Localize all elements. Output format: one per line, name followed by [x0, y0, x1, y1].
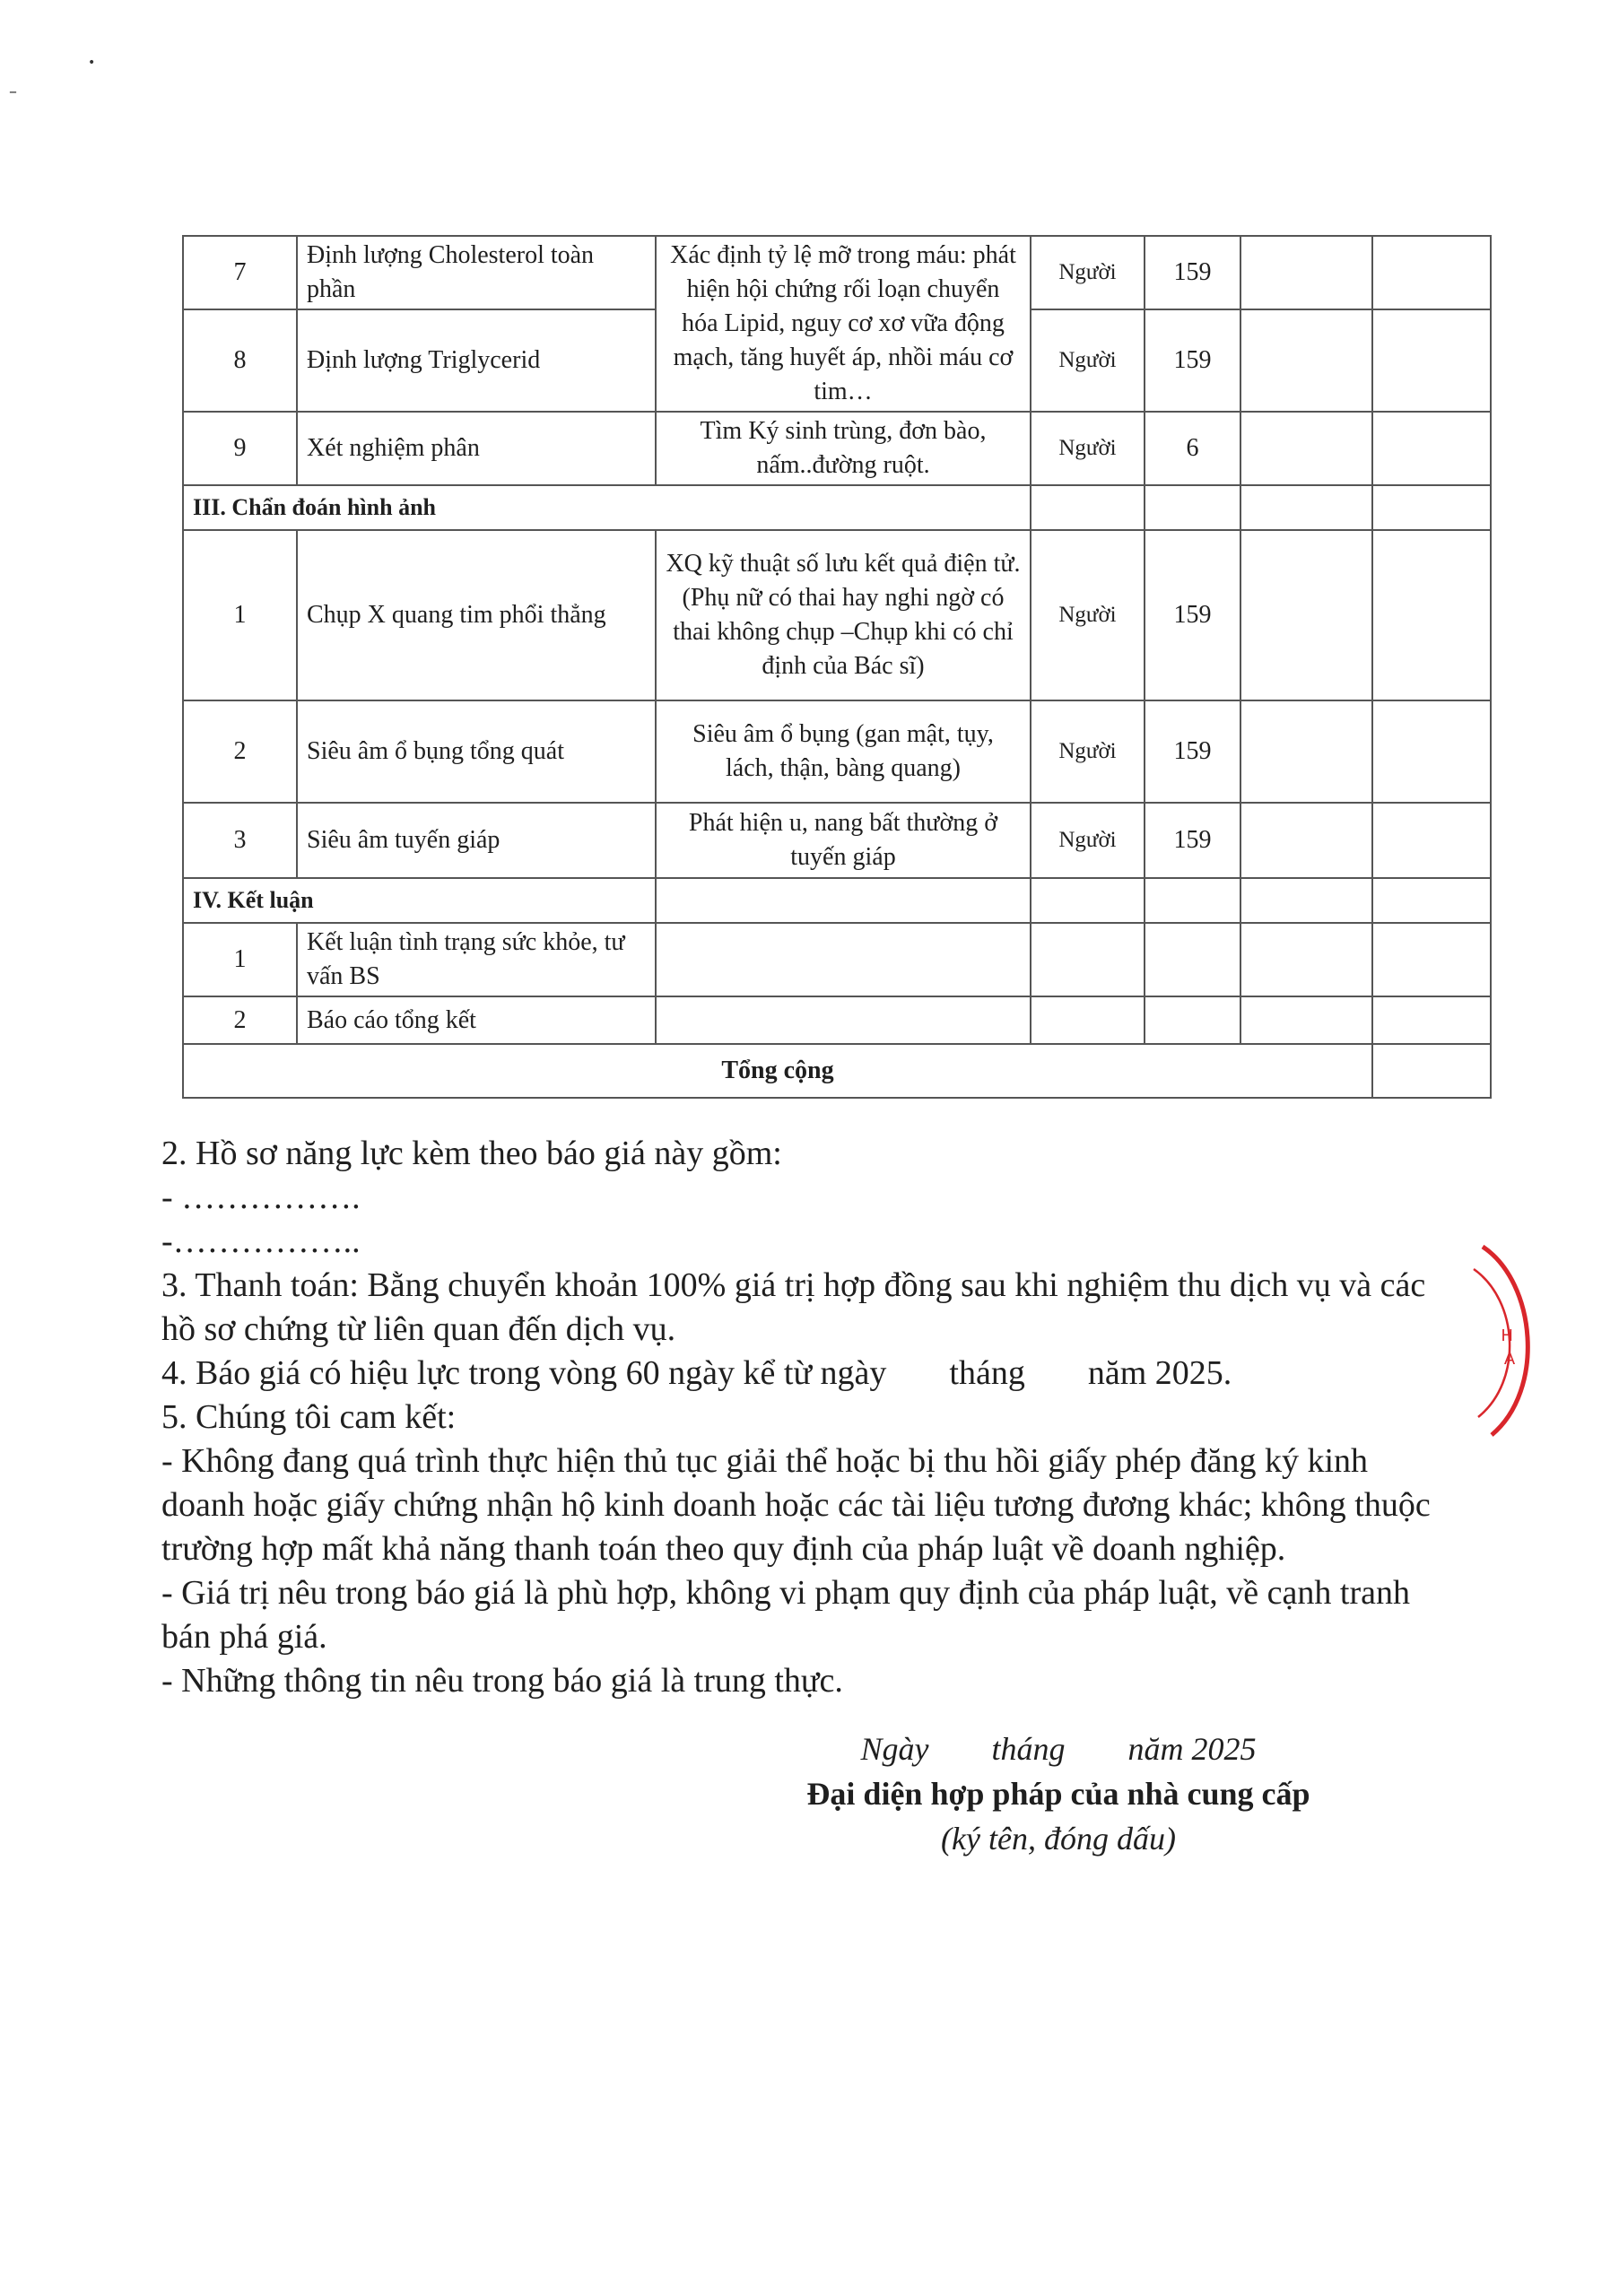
table-row: [183, 996, 1491, 1044]
section-row: [183, 878, 1491, 923]
total-label: Tổng cộng: [183, 1044, 1372, 1098]
dotted-line: - …………….: [161, 1178, 361, 1216]
unit-cell: Người: [1031, 412, 1145, 485]
service-name-cell: Xét nghiệm phân: [297, 412, 656, 485]
table-row: [183, 923, 1491, 996]
item-2: 2. Hồ sơ năng lực kèm theo báo giá này gồm:: [161, 1135, 782, 1172]
unit-price-cell: [1240, 803, 1372, 878]
table-row: [183, 412, 1491, 485]
total-row: [183, 1044, 1491, 1098]
dotted-line: -……………..: [161, 1222, 361, 1260]
service-description-cell: Siêu âm ổ bụng (gan mật, tụy, lách, thận, bàng quang): [656, 700, 1031, 803]
table-row: [183, 236, 1491, 309]
section-row: [183, 485, 1491, 530]
unit-price-cell: [1240, 236, 1372, 309]
quantity-cell: 159: [1145, 236, 1240, 309]
commitment-2: - Giá trị nêu trong báo giá là phù hợp, không vi phạm quy định của pháp luật, về cạnh tranh bán phá giá.: [161, 1574, 1410, 1656]
red-seal-stamp-fragment: [1469, 1238, 1550, 1444]
service-description-cell: Phát hiện u, nang bất thường ở tuyến giáp: [656, 803, 1031, 878]
amount-cell: [1372, 412, 1491, 485]
stt-cell: 3: [183, 803, 297, 878]
service-description-cell: Tìm Ký sinh trùng, đơn bào, nấm..đường ruột.: [656, 412, 1031, 485]
scan-dash: –: [9, 83, 17, 101]
total-amount-cell: [1372, 1044, 1491, 1098]
amount-cell: [1372, 309, 1491, 412]
service-name-cell: Siêu âm ổ bụng tổng quát: [297, 700, 656, 803]
quantity-cell: 159: [1145, 309, 1240, 412]
terms-section: [161, 1132, 1435, 1703]
service-name-cell: Siêu âm tuyến giáp: [297, 803, 656, 878]
service-name-cell: Định lượng Cholesterol toàn phần: [297, 236, 656, 309]
item-4-validity: 4. Báo giá có hiệu lực trong vòng 60 ngày kể từ ngày tháng năm 2025.: [161, 1354, 1232, 1392]
stt-cell: 1: [183, 923, 297, 996]
scan-speck: •: [88, 56, 96, 70]
seal-letters: H A: [1501, 1326, 1516, 1369]
table-row: [183, 803, 1491, 878]
unit-cell: Người: [1031, 530, 1145, 700]
table-row: [183, 530, 1491, 700]
unit-price-cell: [1240, 412, 1372, 485]
commitment-3: - Những thông tin nêu trong báo giá là trung thực.: [161, 1662, 843, 1700]
service-description-cell: Xác định tỷ lệ mỡ trong máu: phát hiện hội chứng rối loạn chuyển hóa Lipid, nguy cơ xơ vữa động mạch, tăng huyết áp, nhồi máu cơ tim…: [656, 236, 1031, 412]
amount-cell: [1372, 530, 1491, 700]
item-3-payment: 3. Thanh toán: Bằng chuyển khoản 100% giá trị hợp đồng sau khi nghiệm thu dịch vụ và các hồ sơ chứng từ liên quan đến dịch vụ.: [161, 1266, 1426, 1348]
service-description-cell: XQ kỹ thuật số lưu kết quả điện tử. (Phụ nữ có thai hay nghi ngờ có thai không chụp –Chụp khi có chỉ định của Bác sĩ): [656, 530, 1031, 700]
stt-cell: 1: [183, 530, 297, 700]
quotation-table: [182, 235, 1492, 1099]
amount-cell: [1372, 700, 1491, 803]
commitment-1: - Không đang quá trình thực hiện thủ tục giải thể hoặc bị thu hồi giấy phép đăng ký kinh doanh hoặc giấy chứng nhận hộ kinh doanh hoặc các tài liệu tương đương khác; không thuộc trường hợp mất khả năng thanh toán theo quy định của pháp luật về doanh nghiệp.: [161, 1442, 1431, 1568]
unit-cell: Người: [1031, 700, 1145, 803]
section-title: IV. Kết luận: [183, 878, 656, 923]
quantity-cell: 159: [1145, 530, 1240, 700]
service-name-cell: Kết luận tình trạng sức khỏe, tư vấn BS: [297, 923, 656, 996]
amount-cell: [1372, 236, 1491, 309]
unit-price-cell: [1240, 530, 1372, 700]
table-row: [183, 700, 1491, 803]
stt-cell: 2: [183, 700, 297, 803]
item-5-commitment: 5. Chúng tôi cam kết:: [161, 1398, 457, 1436]
amount-cell: [1372, 803, 1491, 878]
service-name-cell: Định lượng Triglycerid: [297, 309, 656, 412]
unit-cell: Người: [1031, 803, 1145, 878]
stt-cell: 7: [183, 236, 297, 309]
signature-title: Đại diện hợp pháp của nhà cung cấp: [806, 1776, 1310, 1812]
stt-cell: 9: [183, 412, 297, 485]
unit-price-cell: [1240, 700, 1372, 803]
section-title: III. Chẩn đoán hình ảnh: [183, 485, 1031, 530]
signature-block: [718, 1726, 1399, 1861]
signature-date: Ngày tháng năm 2025: [860, 1731, 1257, 1767]
service-name-cell: Chụp X quang tim phổi thẳng: [297, 530, 656, 700]
service-name-cell: Báo cáo tổng kết: [297, 996, 656, 1044]
signature-note: (ký tên, đóng dấu): [941, 1821, 1176, 1857]
unit-cell: Người: [1031, 236, 1145, 309]
quantity-cell: 159: [1145, 803, 1240, 878]
stt-cell: 2: [183, 996, 297, 1044]
unit-cell: Người: [1031, 309, 1145, 412]
unit-price-cell: [1240, 309, 1372, 412]
quantity-cell: 159: [1145, 700, 1240, 803]
quantity-cell: 6: [1145, 412, 1240, 485]
stt-cell: 8: [183, 309, 297, 412]
